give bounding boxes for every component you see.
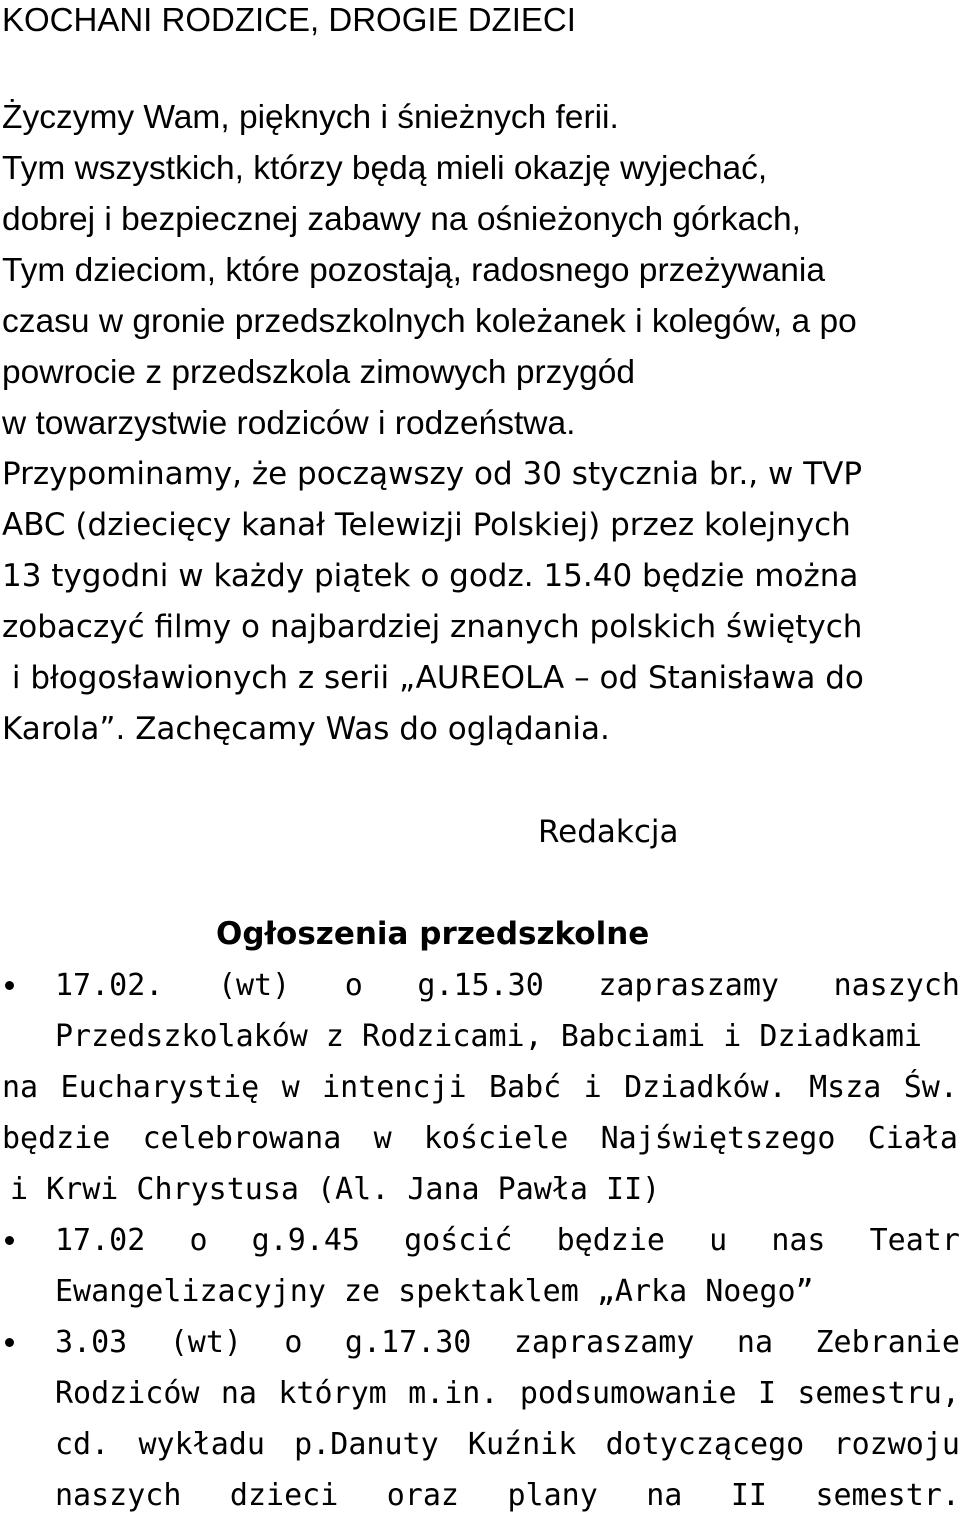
notice-word: semestru,: [797, 1376, 960, 1411]
notice-word: dotyczącego: [605, 1427, 805, 1462]
notice-word: I: [757, 1376, 776, 1411]
notice-word: Ciała: [867, 1121, 958, 1156]
notice-line: [0, 1419, 960, 1470]
paragraph-line: Przypominamy, że począwszy od 30 stycznia br., w TVP: [2, 456, 863, 492]
notice-word: Teatr: [869, 1223, 960, 1258]
notice-word: Kuźnik: [467, 1427, 577, 1462]
notice-word: naszych: [55, 1478, 182, 1513]
notice-word: 17.02.: [55, 968, 164, 1003]
notice-word: oraz: [386, 1478, 459, 1513]
notice-word: Eucharystię: [60, 1070, 260, 1105]
notice-word: na: [2, 1070, 39, 1105]
notice-word: podsumowanie: [519, 1376, 737, 1411]
section-title: Ogłoszenia przedszkolne: [216, 916, 650, 952]
notice-word: którym: [278, 1376, 387, 1411]
notice-word: na: [646, 1478, 683, 1513]
notice-line: [0, 1470, 960, 1521]
notice-word: i: [583, 1070, 602, 1105]
notice-word: intencji: [322, 1070, 467, 1105]
notice-word: na: [220, 1376, 257, 1411]
bullet-icon: [5, 981, 14, 990]
notice-line: [0, 1062, 960, 1113]
notice-word: II: [730, 1478, 767, 1513]
notice-word: 17.02: [55, 1223, 146, 1258]
notice-word: Przedszkolaków z Rodzicami, Babciami i Dziadkami: [55, 1019, 922, 1054]
notice-word: Św.: [903, 1070, 958, 1105]
paragraph-line: czasu w gronie przedszkolnych koleżanek i kolegów, a po: [2, 303, 857, 340]
notice-line: [0, 1215, 960, 1266]
notice-word: o: [344, 968, 363, 1003]
signature: Redakcja: [538, 814, 679, 850]
notice-word: Najświętszego: [600, 1121, 836, 1156]
tv-reminder-paragraph: [2, 449, 960, 755]
notices-list: [0, 960, 960, 1521]
notice-word: i Krwi Chrystusa (Al. Jana Pawła II): [10, 1172, 661, 1207]
bullet-icon: [5, 1236, 14, 1245]
paragraph-line: Tym dzieciom, które pozostają, radosnego przeżywania: [2, 252, 826, 289]
notice-word: (wt): [217, 968, 291, 1003]
notice-word: w: [281, 1070, 300, 1105]
notice-word: Rodziców: [55, 1376, 200, 1411]
notice-word: celebrowana: [142, 1121, 342, 1156]
notice-item: [0, 960, 960, 1215]
paragraph-line: dobrej i bezpiecznej zabawy na ośnieżonych górkach,: [2, 201, 801, 238]
document-heading: KOCHANI RODZICE, DROGIE DZIECI: [2, 1, 576, 38]
paragraph-line: w towarzystwie rodziców i rodzeństwa.: [2, 405, 576, 442]
notice-line: [0, 1368, 960, 1419]
notice-word: w: [373, 1121, 392, 1156]
notice-word: kościele: [423, 1121, 569, 1156]
notice-item: [0, 1317, 960, 1521]
notice-word: p.Danuty: [294, 1427, 439, 1462]
paragraph-line: Życzymy Wam, pięknych i śnieżnych ferii.: [2, 99, 619, 136]
notice-word: naszych: [833, 968, 960, 1003]
paragraph-line: powrocie z przedszkola zimowych przygód: [2, 354, 636, 391]
notice-word: zapraszamy: [513, 1325, 695, 1360]
notice-word: będzie: [2, 1121, 111, 1156]
notice-word: g.17.30: [344, 1325, 472, 1360]
notice-word: Dziadków.: [624, 1070, 787, 1105]
notice-word: rozwoju: [833, 1427, 960, 1462]
paragraph-line: Tym wszystkich, którzy będą mieli okazję wyjechać,: [2, 150, 768, 187]
notice-word: o: [284, 1325, 303, 1360]
paragraph-line: Karola”. Zachęcamy Was do oglądania.: [2, 711, 610, 747]
notice-word: gościć: [404, 1223, 513, 1258]
notice-line: [0, 1266, 960, 1317]
notice-word: na: [736, 1325, 774, 1360]
notice-word: g.15.30: [417, 968, 544, 1003]
notice-word: Babć: [489, 1070, 562, 1105]
holiday-wishes-paragraph: [2, 92, 960, 449]
notice-word: zapraszamy: [598, 968, 779, 1003]
paragraph-line: 13 tygodni w każdy piątek o godz. 15.40 będzie można: [2, 558, 859, 594]
notice-line: [0, 960, 960, 1011]
notice-word: g.9.45: [251, 1223, 360, 1258]
notice-word: o: [189, 1223, 208, 1258]
notice-word: Msza: [809, 1070, 882, 1105]
notice-item: [0, 1215, 960, 1317]
notice-word: (wt): [169, 1325, 242, 1360]
notice-word: nas: [771, 1223, 826, 1258]
notice-word: cd.: [55, 1427, 110, 1462]
notice-word: będzie: [556, 1223, 665, 1258]
notice-line: [0, 1317, 960, 1368]
notice-line: [0, 1011, 960, 1062]
notice-word: Zebranie: [815, 1325, 960, 1360]
notice-word: m.in.: [408, 1376, 499, 1411]
notice-word: 3.03: [55, 1325, 128, 1360]
notice-line: [0, 1164, 960, 1215]
paragraph-line: zobaczyć filmy o najbardziej znanych polskich świętych: [2, 609, 863, 645]
notice-word: dzieci: [229, 1478, 339, 1513]
bullet-icon: [5, 1338, 14, 1347]
notice-word: wykładu: [138, 1427, 265, 1462]
notice-word: plany: [507, 1478, 598, 1513]
paragraph-line: i błogosławionych z serii „AUREOLA – od Stanisława do: [2, 660, 864, 696]
notice-word: u: [709, 1223, 728, 1258]
paragraph-line: ABC (dziecięcy kanał Telewizji Polskiej) przez kolejnych: [2, 507, 851, 543]
notice-word: semestr.: [815, 1478, 960, 1513]
notice-line: [0, 1113, 960, 1164]
notice-word: Ewangelizacyjny ze spektaklem „Arka Noego”: [55, 1274, 814, 1309]
